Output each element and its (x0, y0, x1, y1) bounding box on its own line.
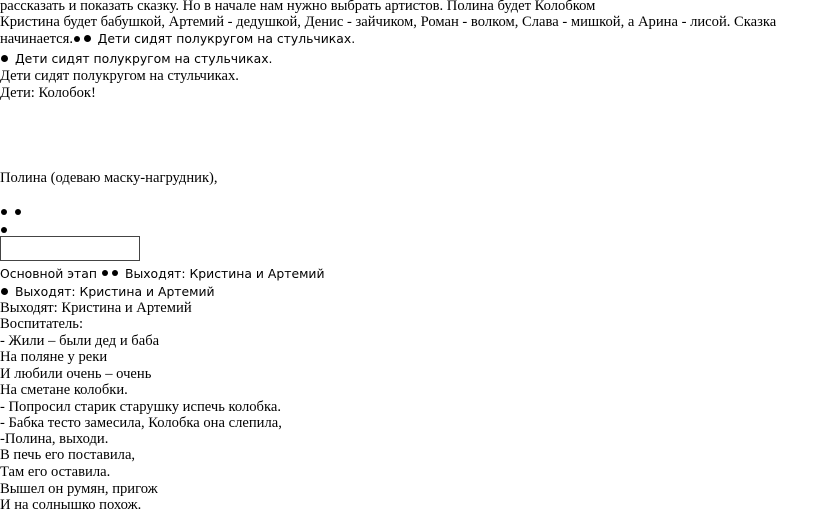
text-fragment: Дети сидят полукругом на стульчиках. (15, 51, 273, 66)
text-fragment: начинается. (0, 31, 74, 47)
text-line: В печь его поставила, (0, 447, 136, 463)
empty-frame (0, 236, 140, 261)
text-line: Полина (одеваю маску-нагрудник), (0, 170, 218, 186)
text-fragment: Основной этап (0, 266, 97, 281)
bullet-icon (1, 209, 7, 215)
text-line: Дети: Колобок! (0, 85, 96, 101)
text-line: Вышел он румян, пригож (0, 481, 158, 497)
bullet-line (0, 283, 215, 301)
bullet-row (0, 204, 24, 222)
text-fragment: Выходят: Кристина и Артемий (15, 284, 215, 299)
text-fragment: Дети сидят полукругом на стульчиках. (97, 31, 356, 46)
bullet-icon (1, 288, 8, 295)
text-line: И на солнышко похож. (0, 497, 142, 513)
text-line-with-bullets (0, 31, 355, 47)
bullet-icon (112, 270, 118, 276)
text-line: - Бабка тесто замесила, Колобка она слепила, (0, 415, 282, 431)
text-line: -Полина, выходи. (0, 431, 109, 447)
text-line: Дети сидят полукругом на стульчиках. (0, 68, 239, 84)
bullet-icon (1, 227, 7, 233)
text-line: Выходят: Кристина и Артемий (0, 300, 192, 316)
bullet-icon (15, 209, 21, 215)
bullet-icon (102, 270, 108, 276)
text-line: рассказать и показать сказку. Но в начале нам нужно выбрать артистов. Полина будет Колобком (0, 0, 596, 14)
text-line: Кристина будет бабушкой, Артемий - дедушкой, Денис - зайчиком, Роман - волком, Слава - мишкой, а Арина - лисой. Сказка (0, 14, 777, 30)
text-line-with-bullets (0, 265, 325, 283)
bullet-icon (1, 55, 8, 62)
text-fragment: Выходят: Кристина и Артемий (124, 266, 325, 281)
bullet-icon (84, 35, 91, 42)
bullet-line (0, 50, 273, 68)
bullet-icon (74, 36, 80, 42)
text-line: На поляне у реки (0, 349, 108, 365)
text-line: - Жили – были дед и баба (0, 333, 160, 349)
text-line: - Попросил старик старушку испечь колобка. (0, 399, 281, 415)
text-line: Воспитатель: (0, 316, 83, 332)
text-line: Там его оставила. (0, 464, 111, 480)
text-line: На сметане колобки. (0, 382, 128, 398)
text-line: И любили очень – очень (0, 366, 152, 382)
